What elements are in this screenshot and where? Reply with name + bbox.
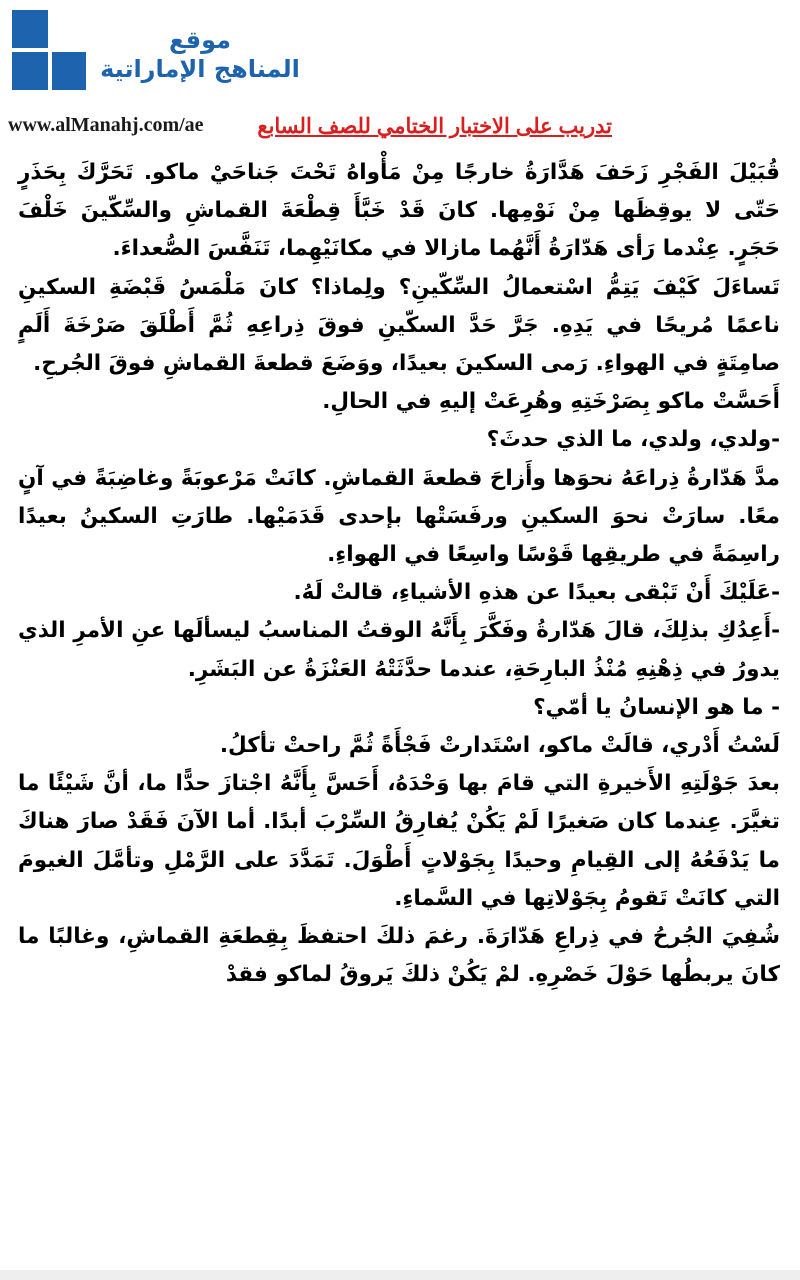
site-name-line2: المناهج الإماراتية [100, 55, 300, 83]
site-name [100, 26, 300, 84]
paragraph: -أَعِدُكِ بذلِكَ، قالَ هَدّارةُ وفَكَّرَ بِأَنَّهُ الوقتُ المناسبُ ليسألَها عنِ الأمرِ الذي يدورُ في ذِهْنِهِ مُنْذُ البارِحَةِ، عندما حدَّثَتْهُ العَنْزَةُ عن البَشَرِ. [18, 618, 780, 682]
site-logo [12, 10, 86, 90]
paragraph: بعدَ جَوْلَتِهِ الأَخيرةِ التي قامَ بها وَحْدَهُ، أَحَسَّ بِأَنَّهُ اجْتازَ حدًّا ما، أنَّ شَيْئًا ما تغيَّرَ. عِندما كان صَغيرًا لَمْ يَكُنْ يُفارِقُ السِّرْبَ أبدًا. أما الآنَ فَقَدْ صارَ هناكَ ما يَدْفَعُهُ إلى القِيامِ وحيدًا بِجَوْلاتٍ أَطْوَلَ. تَمَدَّدَ على الرَّمْلِ وتأمَّلَ الغيومَ التي كانَتْ تَقومُ بِجَوْلاتِها في السَّماءِ. [18, 771, 780, 911]
paragraph: - ما هو الإنسانُ يا أمّي؟ [533, 694, 780, 720]
paragraph: أَحَسَّتْ ماكو بِصَرْخَتِهِ وهُرِعَتْ إليهِ في الحالِ. [322, 389, 780, 415]
paragraph: قُبَيْلَ الفَجْرِ زَحَفَ هَدَّارَةُ خارجًا مِنْ مَأْواهُ تَحْتَ جَناحَيْ ماكو. تَحَرَّكَ بِحَذَرٍ حَتّى لا يوقِظَها مِنْ نَوْمِها. كانَ قَدْ خَبَّأَ قِطْعَةَ القماشِ والسِّكّينَ خَلْفَ حَجَرٍ. عِنْدما رَأى هَدّارَةُ أَنَّهُما مازالا في مكانَيْهِما، تَنَفَّسَ الصُّعداءَ. [18, 160, 780, 262]
paragraph: شُفِيَ الجُرحُ في ذِراعِ هَدّارَةَ. رغمَ ذلكَ احتفظَ بِقِطعَةِ القماشِ، وغالبًا ما كانَ يربطُها حَوْلَ خَصْرِهِ. لمْ يَكُنْ ذلكَ يَروقُ لماكو فقدْ [18, 924, 780, 988]
logo-square-bottom-left [12, 52, 48, 90]
story-text [18, 154, 780, 994]
paragraph: لَسْتُ أَدْري، قالَتْ ماكو، اسْتَدارتْ فَجْأَةً ثُمَّ راحتْ تأكلُ. [219, 733, 780, 759]
paragraph: تَساءَلَ كَيْفَ يَتِمُّ اسْتعمالُ السِّكّينِ؟ ولِماذا؟ كانَ مَلْمَسُ قَبْضَةِ السكينِ ناعمًا مُريحًا في يَدِهِ. جَرَّ حَدَّ السكّينِ فوقَ ذِراعِهِ ثُمَّ أَطْلَقَ صَرْخَةَ أَلَمٍ صامِتَةٍ في الهواءِ. رَمى السكينَ بعيدًا، ووَضَعَ قطعةَ القماشِ فوقَ الجُرحِ. [18, 274, 780, 377]
logo-square-bottom-right [52, 52, 86, 90]
paragraph: -ولدي، ولدي، ما الذي حدثَ؟ [486, 427, 780, 453]
site-url: www.alManahj.com/ae [8, 114, 204, 136]
site-name-line1: موقع [168, 26, 231, 54]
paragraph: -عَلَيْكَ أَنْ تَبْقى بعيدًا عن هذهِ الأشياءِ، قالتْ لَهُ. [293, 580, 780, 606]
bottom-bar [0, 1270, 800, 1280]
logo-square-top [12, 10, 48, 48]
paragraph: مدَّ هَدّارةُ ذِراعَهُ نحوَها وأَزاحَ قطعةَ القماشِ. كانَتْ مَرْعوبَةً وغاضِبَةً في آنٍ معًا. سارَتْ نحوَ السكينِ ورفَسَتْها بإحدى قَدَمَيْها. طارَتِ السكينُ بعيدًا راسِمَةً في طريقِها قَوْسًا واسِعًا في الهواءِ. [18, 465, 780, 568]
document-title: تدريب على الاختبار الختامي للصف السابع [257, 115, 612, 138]
